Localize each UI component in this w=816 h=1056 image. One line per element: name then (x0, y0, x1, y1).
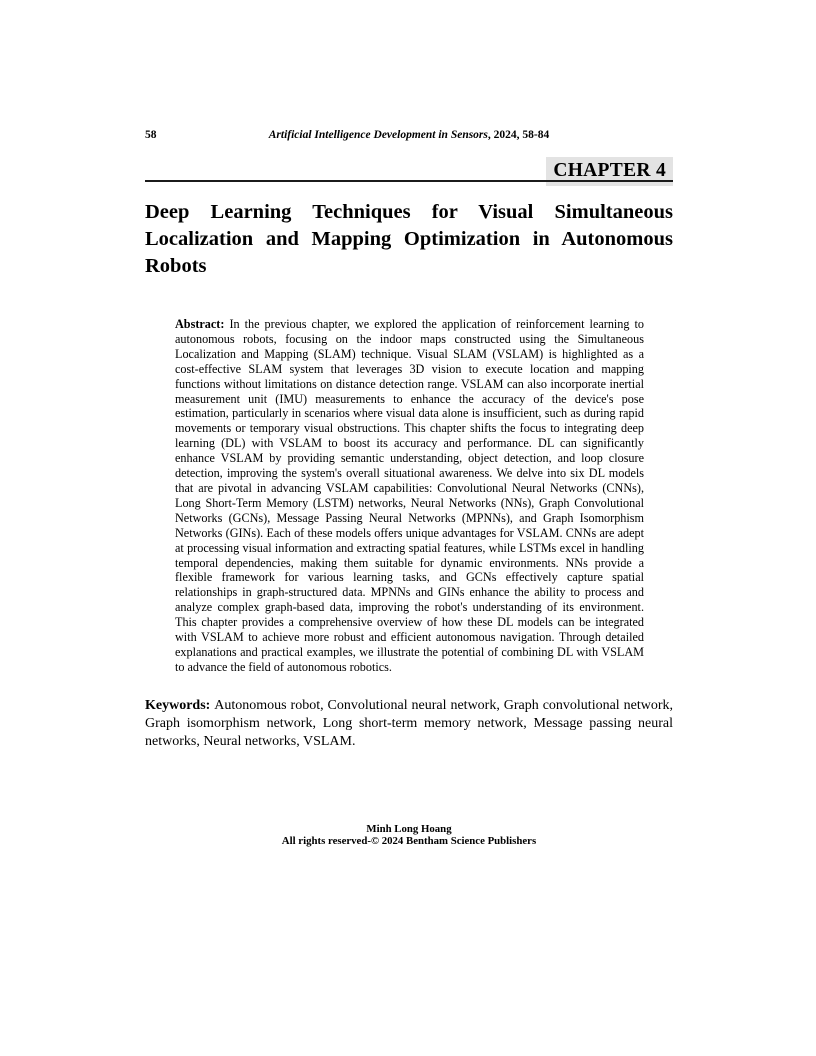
page-number: 58 (145, 129, 157, 141)
keywords-text: Autonomous robot, Convolutional neural network, Graph convolutional network, Graph isomorphism network, Long short-term memory network, Message passing neural networks, Neural networks, VSLAM. (145, 697, 673, 749)
abstract-label: Abstract: (175, 317, 230, 331)
chapter-header (145, 156, 673, 182)
footer-author: Minh Long Hoang (366, 822, 452, 835)
chapter-badge: CHAPTER 4 (546, 157, 673, 187)
abstract-section (175, 317, 644, 675)
keywords-section (145, 697, 673, 751)
footer-credit (145, 823, 673, 848)
running-title-book: Artificial Intelligence Development in Sensors (268, 129, 488, 141)
abstract-text: In the previous chapter, we explored the application of reinforcement learning to autonomous robots, focusing on the indoor maps constructed using the Simultaneous Localization and Mapping (SLAM) technique. Visual SLAM (VSLAM) is highlighted as a cost-effective SLAM system that leverages 3D vision to execute location and mapping functions without limitations on distance detection range. VSLAM can also incorporate inertial measurement unit (IMU) measurements to enhance the accuracy of the device's pose estimation, particularly in scenarios where visual data alone is insufficient, such as during rapid movements or temporary visual obstructions. This chapter shifts the focus to integrating deep learning (DL) with VSLAM to boost its accuracy and performance. DL can significantly enhance VSLAM by providing semantic understanding, object detection, and loop closure detection, improving the system's overall situational awareness. We delve into six DL models that are pivotal in advancing VSLAM capabilities: Convolutional Neural Networks (CNNs), Long Short-Term Memory (LSTM) networks, Neural Networks (NNs), Graph Convolutional Networks (GCNs), Message Passing Neural Networks (MPNNs), and Graph Isomorphism Networks (GINs). Each of these models offers unique advantages for VSLAM. CNNs are adept at processing visual information and extracting spatial features, while LSTMs excel in handling temporal dependencies, making them suitable for dynamic environments. NNs provide a flexible framework for various learning tasks, and GCNs effectively capture spatial relationships in graph-structured data. MPNNs and GINs enhance the ability to process and analyze complex graph-based data, improving the robot's understanding of its environment. This chapter provides a comprehensive overview of how these DL models can be integrated with VSLAM to achieve more robust and efficient autonomous navigation. Through detailed explanations and practical examples, we illustrate the potential of combining DL with VSLAM to advance the field of autonomous robotics. (175, 317, 644, 674)
chapter-rule (145, 180, 673, 182)
keywords-label: Keywords: (145, 697, 215, 713)
running-title-issue: , 2024, 58-84 (487, 129, 550, 141)
footer-rights: All rights reserved-© 2024 Bentham Science Publishers (281, 835, 537, 848)
running-head (145, 128, 673, 142)
chapter-title: Deep Learning Techniques for Visual Simultaneous Localization and Mapping Optimization in Autonomous Robots (145, 201, 673, 277)
running-title (205, 128, 613, 142)
